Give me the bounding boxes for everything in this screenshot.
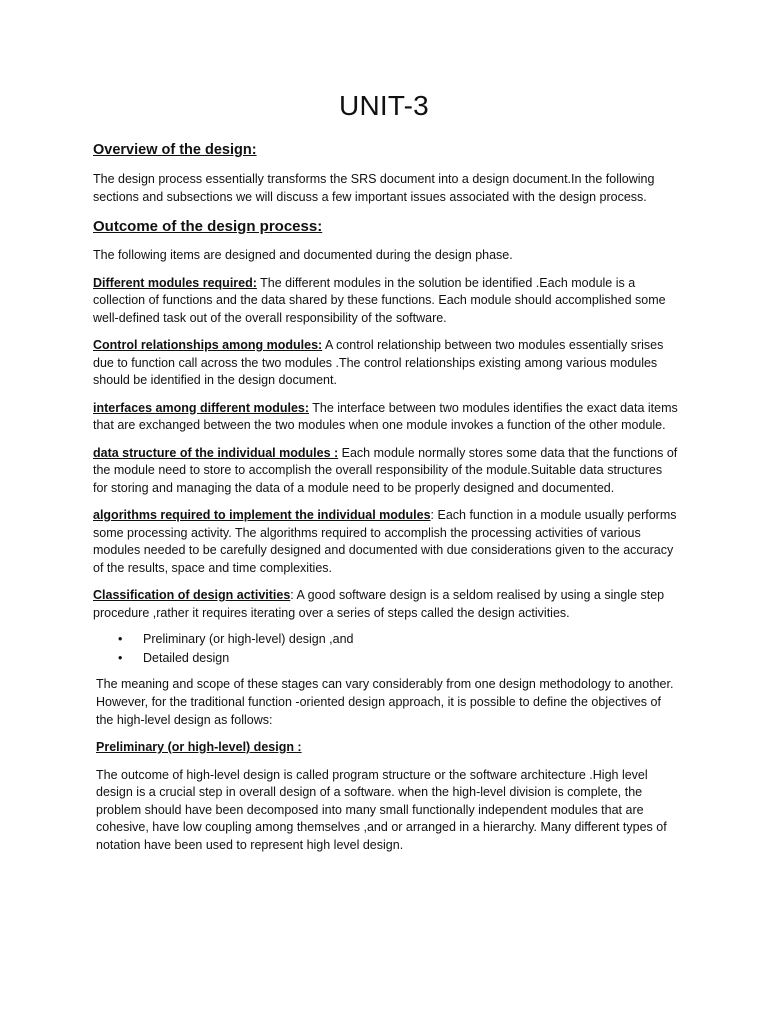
- bullet-icon: •: [118, 632, 123, 646]
- item-algorithms-label: algorithms required to implement the individual modules: [93, 508, 431, 522]
- outcome-intro: The following items are designed and documented during the design phase.: [93, 248, 513, 262]
- item-control-text: A control relationship between two modules essentially srises due to function call across the two modules .The control relationships existing among various modules should be identified in the design document.: [93, 338, 664, 387]
- item-modules: [93, 275, 679, 328]
- outcome-heading: Outcome of the design process:: [93, 218, 323, 235]
- item-algorithms-text: : Each function in a module usually performs some processing activity. The algorithms required to accomplish the processing activities of various modules needed to be carefully designed and documented with due considerations given to the accuracy of the results, space and time complexities.: [93, 508, 677, 575]
- item-data-structure: [93, 445, 679, 498]
- item-classification-label: Classification of design activities: [93, 588, 291, 602]
- item-modules-text: The different modules in the solution be identified .Each module is a collection of functions and the data shared by these functions. Each module should accomplished some well-defined task out of the overall responsibility of the software.: [93, 275, 666, 325]
- item-control: [93, 337, 679, 390]
- item-interfaces-label: interfaces among different modules:: [93, 400, 310, 415]
- design-activities-list: [93, 630, 679, 667]
- list-item: • Detailed design: [93, 649, 679, 668]
- meaning-paragraph: The meaning and scope of these stages can vary considerably from one design methodology to another. However, for the traditional function -oriented design approach, it is possible to define the objectives of the high-level design as follows:: [96, 677, 674, 727]
- prelim-heading: Preliminary (or high-level) design :: [96, 740, 302, 754]
- overview-heading: Overview of the design:: [93, 142, 257, 158]
- list-item: • Preliminary (or high-level) design ,and: [93, 630, 679, 649]
- document-body: [93, 141, 679, 854]
- item-data-structure-label: data structure of the individual modules :: [93, 445, 339, 460]
- page-title: UNIT-3: [339, 90, 429, 121]
- item-data-structure-text: Each module normally stores some data that the functions of the module need to store to accomplish the overall responsibility of the module.Suitable data structures for storing and managing the data of a module need to be properly designed and documented.: [93, 445, 678, 495]
- item-classification: [93, 587, 679, 622]
- item-control-label: Control relationships among modules:: [93, 338, 323, 352]
- overview-paragraph: The design process essentially transforms the SRS document into a design document.In the following sections and subsections we will discuss a few important issues associated with the design process.: [93, 172, 655, 204]
- prelim-paragraph: The outcome of high-level design is called program structure or the software architecture .High level design is a crucial step in overall design of a software. when the high-level division is complete, the problem should have been decomposed into many small functionally independent modules that are cohesive, have low coupling among themselves ,and or arranged in a hierarchy. Many different types of notation have been used to represent high level design.: [96, 767, 667, 852]
- bullet-icon: •: [118, 650, 123, 665]
- item-interfaces: [93, 400, 679, 435]
- item-algorithms: [93, 507, 679, 577]
- item-classification-text: : A good software design is a seldom realised by using a single step procedure ,rather it requires iterating over a series of steps called the design activities.: [93, 588, 665, 620]
- item-modules-label: Different modules required:: [93, 275, 257, 290]
- item-interfaces-text: The interface between two modules identifies the exact data items that are exchanged between the two modules when one module invokes a function of the other module.: [93, 400, 678, 432]
